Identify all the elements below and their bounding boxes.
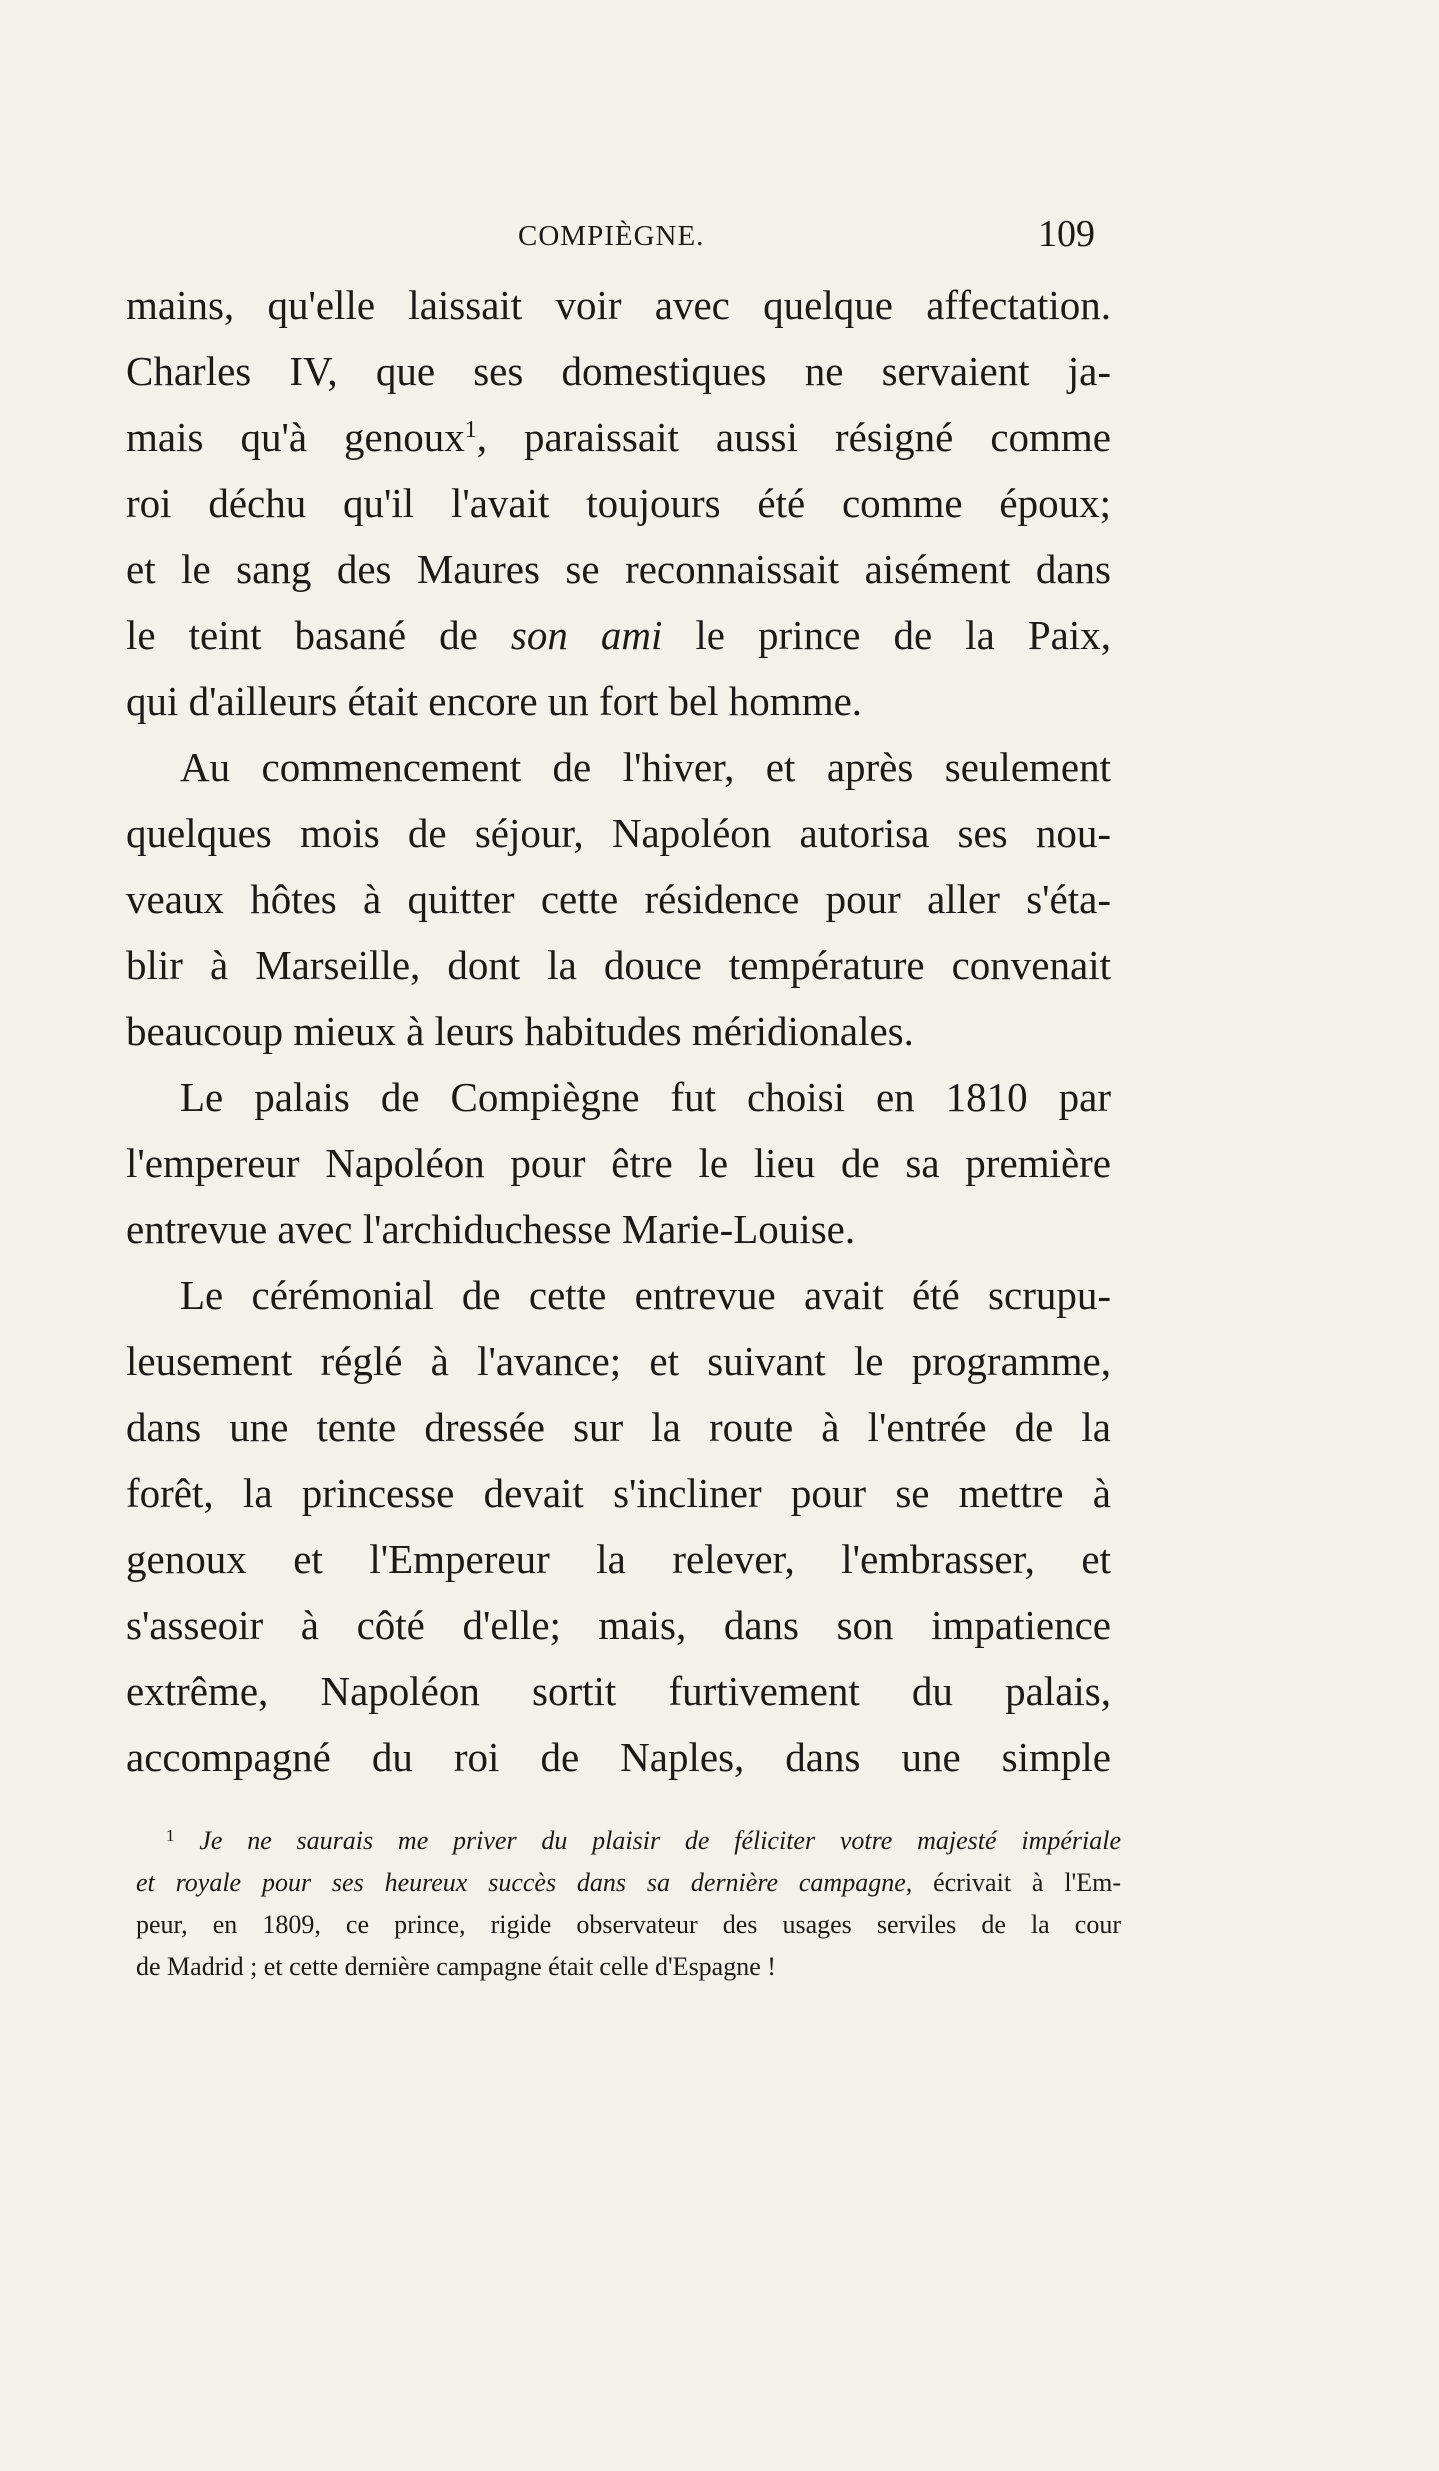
text-line: entrevue avec l'archiduchesse Marie-Louise. <box>126 1206 856 1252</box>
text-line: genoux et l'Empereur la relever, l'embrasser, et <box>126 1536 1111 1582</box>
footnote-ref: 1 <box>464 417 477 443</box>
text-line: et le sang des Maures se reconnaissait aisément dans <box>126 546 1111 592</box>
text-segment: le teint basané de <box>126 612 478 658</box>
text-segment: le prince de la Paix, <box>695 612 1111 658</box>
body-text <box>126 272 1111 1790</box>
text-line: Au commencement de l'hiver, et après seulement <box>180 744 1111 790</box>
footnote-quote: et royale pour ses heureux succès dans sa dernière campagne, <box>136 1868 913 1897</box>
footnote-line: de Madrid ; et cette dernière campagne était celle d'Espagne ! <box>136 1952 776 1981</box>
text-line <box>126 404 1111 470</box>
footnote-line: peur, en 1809, ce prince, rigide observateur des usages serviles de la cour <box>136 1910 1121 1939</box>
page-number: 109 <box>1038 213 1095 255</box>
footnote-marker: 1 <box>166 1826 175 1845</box>
running-title: COMPIÈGNE. <box>518 220 705 252</box>
text-segment: mais qu'à genoux <box>126 414 465 460</box>
italic-phrase: son ami <box>510 612 663 658</box>
text-line: dans une tente dressée sur la route à l'entrée de la <box>126 1404 1111 1450</box>
text-line: roi déchu qu'il l'avait toujours été comme époux; <box>126 480 1111 526</box>
text-line: leusement réglé à l'avance; et suivant le programme, <box>126 1338 1111 1384</box>
text-line: Le cérémonial de cette entrevue avait été scrupu- <box>180 1272 1111 1318</box>
text-line <box>126 602 1111 668</box>
text-line: forêt, la princesse devait s'incliner pour se mettre à <box>126 1470 1111 1516</box>
text-line: quelques mois de séjour, Napoléon autorisa ses nou- <box>126 810 1111 856</box>
footnote-line <box>136 1862 1121 1904</box>
text-line: blir à Marseille, dont la douce température convenait <box>126 942 1111 988</box>
text-segment: , paraissait aussi résigné comme <box>476 414 1111 460</box>
text-line: mains, qu'elle laissait voir avec quelque affectation. <box>126 282 1111 328</box>
text-line: Charles IV, que ses domestiques ne servaient ja- <box>126 348 1111 394</box>
text-line: beaucoup mieux à leurs habitudes méridionales. <box>126 1008 914 1054</box>
text-line: veaux hôtes à quitter cette résidence pour aller s'éta- <box>126 876 1111 922</box>
footnote <box>136 1820 1121 1988</box>
text-line: qui d'ailleurs était encore un fort bel homme. <box>126 678 863 724</box>
text-line: l'empereur Napoléon pour être le lieu de sa première <box>126 1140 1111 1186</box>
text-line: Le palais de Compiègne fut choisi en 1810 par <box>180 1074 1111 1120</box>
running-head <box>0 212 1439 262</box>
text-line: accompagné du roi de Naples, dans une simple <box>126 1734 1111 1780</box>
footnote-line <box>136 1820 1121 1862</box>
footnote-quote: Je ne saurais me priver du plaisir de féliciter votre majesté impériale <box>199 1826 1121 1855</box>
footnote-text: écrivait à l'Em- <box>912 1868 1121 1897</box>
text-line: extrême, Napoléon sortit furtivement du palais, <box>126 1668 1111 1714</box>
text-line: s'asseoir à côté d'elle; mais, dans son impatience <box>126 1602 1111 1648</box>
